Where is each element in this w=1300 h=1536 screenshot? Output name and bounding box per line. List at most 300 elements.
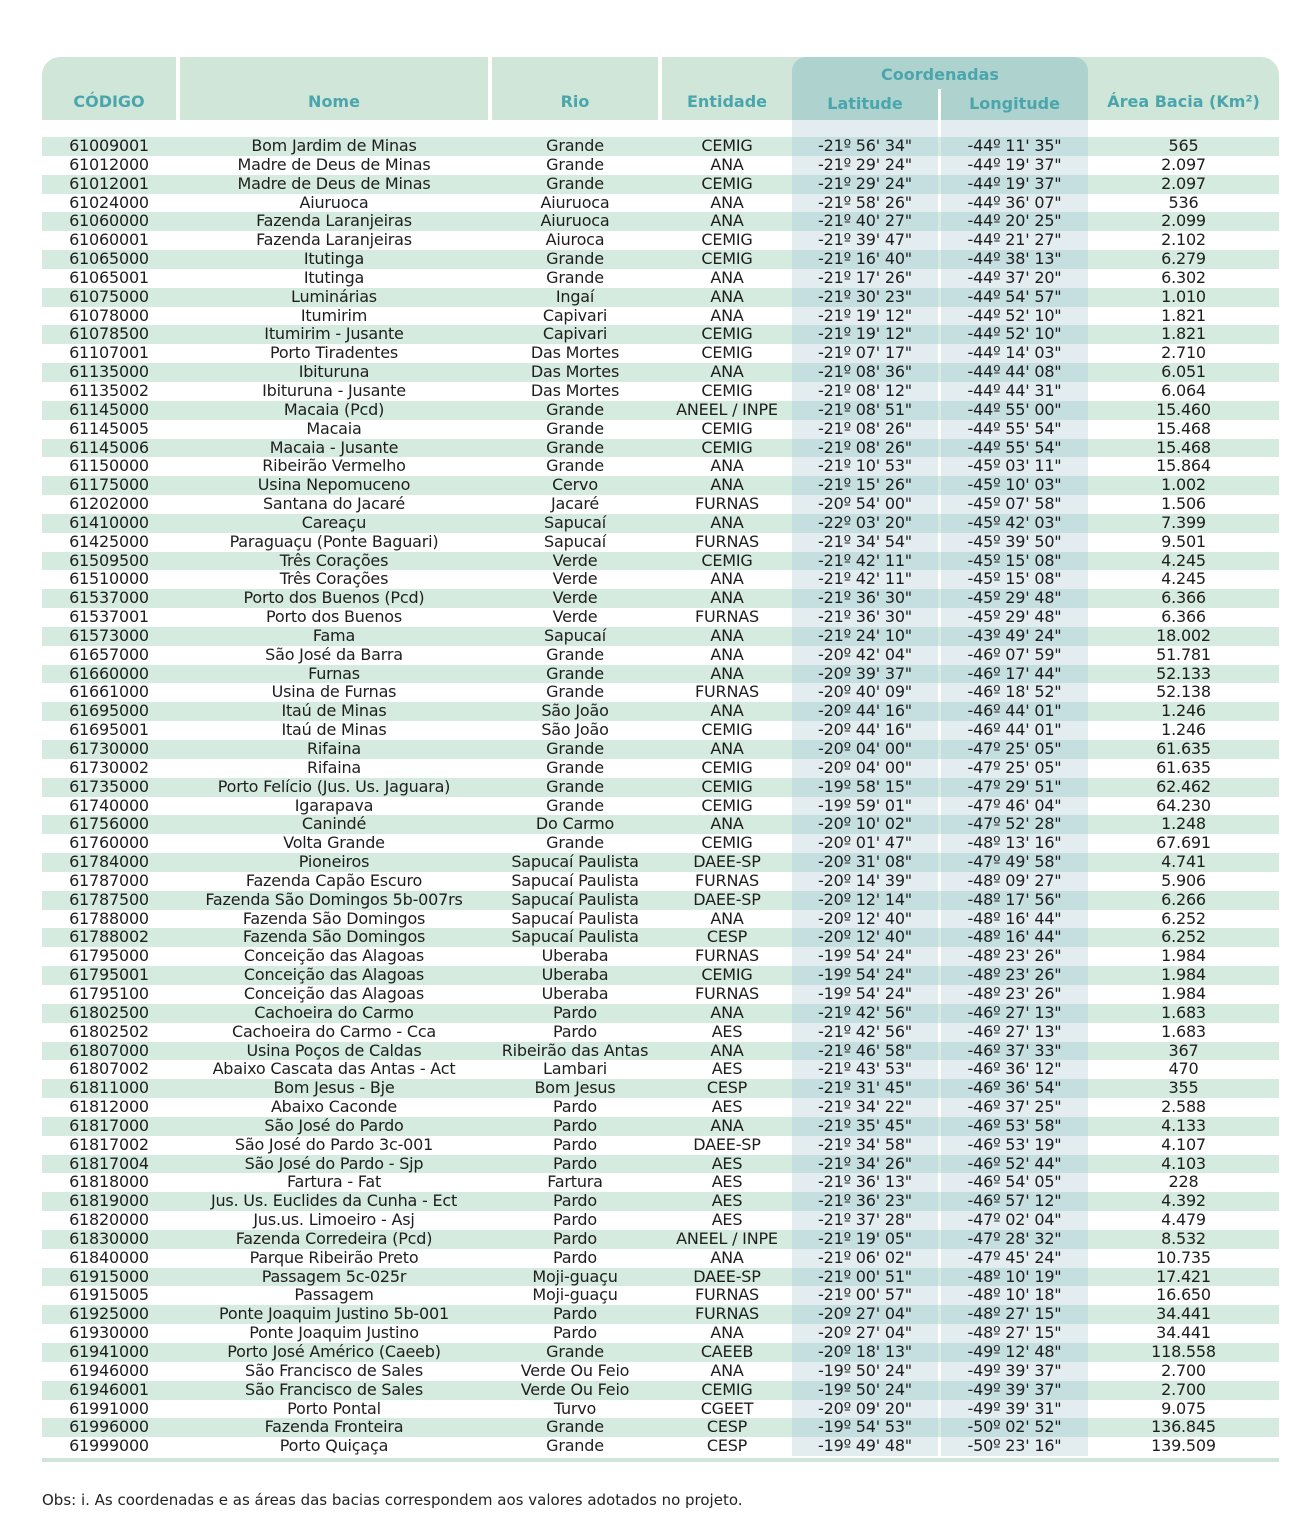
cell-latitude: -19º 54' 53" (818, 1418, 912, 1437)
table-row (42, 891, 1279, 910)
cell-longitude: -44º 21' 27" (967, 231, 1062, 250)
cell-longitude: -49º 39' 37" (967, 1380, 1062, 1399)
cell-latitude: -20º 14' 39" (818, 871, 912, 890)
cell-codigo: 61946001 (69, 1380, 149, 1399)
cell-codigo: 61802500 (69, 1003, 149, 1022)
cell-entidade: ANA (710, 476, 744, 495)
table-row (42, 269, 1279, 288)
cell-nome: Passagem 5c-025r (261, 1267, 407, 1286)
cell-codigo: 61537000 (69, 589, 149, 608)
cell-latitude: -20º 27' 04" (818, 1305, 912, 1324)
cell-longitude: -48º 16' 44" (967, 909, 1062, 928)
cell-nome: Abaixo Cascata das Antas - Act (212, 1060, 456, 1079)
cell-longitude: -48º 10' 18" (967, 1286, 1062, 1305)
table-row (42, 702, 1279, 721)
cell-entidade: ANA (710, 287, 744, 306)
cell-entidade: CEMIG (701, 777, 753, 796)
cell-longitude: -44º 52' 10" (967, 325, 1062, 344)
cell-latitude: -20º 27' 04" (818, 1324, 912, 1343)
cell-rio: Verde (552, 589, 598, 608)
cell-rio: Aiuruoca (540, 193, 610, 212)
cell-rio: Grande (546, 758, 604, 777)
cell-area: 15.864 (1156, 457, 1211, 476)
cell-latitude: -19º 54' 24" (818, 966, 912, 985)
cell-latitude: -21º 56' 34" (818, 137, 912, 155)
cell-area: 51.781 (1156, 645, 1211, 664)
cell-longitude: -48º 09' 27" (967, 871, 1062, 890)
cell-rio: Pardo (553, 1229, 597, 1248)
header-spacer (42, 120, 1279, 137)
cell-area: 17.421 (1156, 1267, 1211, 1286)
cell-longitude: -47º 28' 32" (967, 1229, 1062, 1248)
cell-entidade: ANA (710, 1041, 744, 1060)
table-row (42, 570, 1279, 589)
cell-nome: Luminárias (291, 287, 377, 306)
cell-entidade: ANA (710, 1003, 744, 1022)
cell-longitude: -47º 45' 24" (967, 1248, 1062, 1267)
cell-nome: Fama (312, 626, 356, 645)
cell-entidade: ANA (710, 193, 744, 212)
cell-longitude: -44º 19' 37" (967, 174, 1062, 193)
cell-nome: Ponte Joaquim Justino 5b-001 (219, 1305, 449, 1324)
cell-rio: Capivari (542, 306, 608, 325)
cell-latitude: -21º 08' 12" (818, 381, 912, 400)
cell-entidade: CAEEB (700, 1343, 754, 1361)
cell-longitude: -50º 23' 16" (967, 1437, 1062, 1456)
cell-entidade: CEMIG (701, 834, 753, 853)
cell-codigo: 61145005 (69, 419, 149, 438)
cell-nome: Parque Ribeirão Preto (249, 1248, 419, 1267)
cell-longitude: -48º 16' 44" (967, 928, 1062, 947)
cell-codigo: 61740000 (69, 796, 149, 815)
cell-codigo: 61145006 (69, 438, 149, 457)
cell-entidade: DAEE-SP (693, 1267, 761, 1286)
cell-longitude: -46º 57' 12" (967, 1192, 1062, 1211)
cell-codigo: 61660000 (69, 664, 149, 683)
cell-latitude: -21º 43' 53" (818, 1060, 912, 1079)
cell-longitude: -44º 44' 08" (967, 363, 1062, 382)
cell-rio: Pardo (553, 1324, 597, 1343)
cell-area: 1.506 (1161, 495, 1206, 514)
cell-latitude: -20º 10' 02" (818, 815, 912, 834)
cell-entidade: AES (711, 1060, 743, 1079)
cell-area: 52.133 (1156, 664, 1211, 683)
cell-nome: Careaçu (301, 513, 367, 532)
cell-rio: Ingaí (555, 287, 595, 306)
cell-longitude: -48º 13' 16" (967, 834, 1062, 853)
table-row (42, 721, 1279, 740)
cell-latitude: -21º 30' 23" (818, 287, 912, 306)
cell-area: 4.479 (1161, 1211, 1206, 1230)
cell-codigo: 61060001 (69, 231, 149, 250)
cell-longitude: -48º 27' 15" (967, 1324, 1062, 1343)
table-bottom-rule (42, 1458, 1279, 1462)
cell-entidade: AES (711, 1192, 743, 1211)
cell-longitude: -45º 07' 58" (967, 495, 1062, 514)
cell-area: 1.821 (1161, 306, 1206, 325)
cell-area: 118.558 (1151, 1343, 1216, 1361)
cell-nome: Ribeirão Vermelho (262, 457, 406, 476)
cell-entidade: AES (711, 1022, 743, 1041)
cell-rio: Aiuruoca (540, 212, 610, 231)
cell-entidade: AES (711, 1211, 743, 1230)
cell-rio: Pardo (553, 1211, 597, 1230)
cell-nome: Itaú de Minas (281, 721, 387, 740)
table-row (42, 1117, 1279, 1136)
cell-longitude: -44º 11' 35" (967, 137, 1062, 155)
cell-longitude: -47º 25' 05" (967, 758, 1062, 777)
cell-rio: São João (541, 721, 609, 740)
cell-longitude: -45º 29' 48" (967, 589, 1062, 608)
cell-rio: Grande (546, 777, 604, 796)
cell-area: 8.532 (1161, 1229, 1206, 1248)
table-row (42, 344, 1279, 363)
cell-rio: Jacaré (551, 495, 599, 514)
table-row (42, 231, 1279, 250)
cell-longitude: -46º 54' 05" (967, 1173, 1062, 1192)
cell-area: 16.650 (1156, 1286, 1211, 1305)
cell-longitude: -49º 12' 48" (967, 1343, 1062, 1361)
cell-area: 1.821 (1161, 325, 1206, 344)
cell-entidade: FURNAS (695, 1286, 759, 1305)
table-row (42, 1155, 1279, 1174)
cell-codigo: 61811000 (69, 1079, 149, 1098)
table-row (42, 1268, 1279, 1287)
cell-entidade: FURNAS (695, 683, 759, 702)
cell-area: 1.984 (1161, 984, 1206, 1003)
cell-latitude: -20º 12' 40" (818, 909, 912, 928)
cell-entidade: ANA (710, 664, 744, 683)
cell-area: 4.107 (1161, 1135, 1206, 1154)
table-row (42, 797, 1279, 816)
cell-entidade: ANA (710, 1324, 744, 1343)
table-row (42, 947, 1279, 966)
cell-latitude: -21º 24' 10" (818, 626, 912, 645)
cell-nome: São José do Pardo - Sjp (244, 1154, 424, 1173)
cell-codigo: 61946000 (69, 1361, 149, 1380)
cell-nome: Porto Pontal (287, 1399, 381, 1418)
cell-nome: Cachoeira do Carmo (254, 1003, 414, 1022)
cell-longitude: -48º 23' 26" (967, 966, 1062, 985)
table-row (42, 476, 1279, 495)
table-row (42, 740, 1279, 759)
cell-entidade: CESP (706, 928, 748, 947)
cell-codigo: 61078000 (69, 306, 149, 325)
cell-latitude: -20º 09' 20" (818, 1399, 912, 1418)
cell-area: 2.097 (1161, 155, 1206, 174)
cell-latitude: -20º 01' 47" (818, 834, 912, 853)
cell-entidade: ANA (710, 1248, 744, 1267)
table-row (42, 382, 1279, 401)
cell-latitude: -21º 34' 22" (818, 1098, 912, 1117)
cell-area: 2.097 (1161, 174, 1206, 193)
table-row (42, 1042, 1279, 1061)
cell-rio: Grande (546, 137, 604, 155)
cell-latitude: -21º 08' 36" (818, 363, 912, 382)
table-row (42, 212, 1279, 231)
cell-latitude: -20º 12' 14" (818, 890, 912, 909)
cell-nome: Itumirim - Jusante (264, 325, 404, 344)
cell-codigo: 61573000 (69, 626, 149, 645)
cell-nome: Usina de Furnas (271, 683, 397, 702)
cell-area: 470 (1168, 1060, 1199, 1079)
cell-area: 565 (1168, 137, 1199, 155)
cell-latitude: -19º 49' 48" (818, 1437, 912, 1456)
cell-latitude: -21º 36' 30" (818, 589, 912, 608)
cell-rio: Sapucaí (544, 513, 606, 532)
table-row (42, 872, 1279, 891)
cell-codigo: 61695001 (69, 721, 149, 740)
cell-entidade: ANA (710, 626, 744, 645)
cell-latitude: -22º 03' 20" (818, 513, 912, 532)
cell-rio: Grande (546, 664, 604, 683)
cell-codigo: 61657000 (69, 645, 149, 664)
table-row (42, 307, 1279, 326)
table-row (42, 1192, 1279, 1211)
table-row (42, 1362, 1279, 1381)
table-row (42, 985, 1279, 1004)
cell-latitude: -21º 15' 26" (818, 476, 912, 495)
cell-entidade: ANA (710, 306, 744, 325)
cell-longitude: -44º 20' 25" (967, 212, 1062, 231)
table-row (42, 1324, 1279, 1343)
cell-codigo: 61812000 (69, 1098, 149, 1117)
cell-longitude: -45º 10' 03" (967, 476, 1062, 495)
cell-nome: Abaixo Caconde (270, 1098, 398, 1117)
cell-nome: Três Corações (279, 551, 389, 570)
cell-latitude: -21º 36' 30" (818, 608, 912, 627)
cell-nome: Fazenda São Domingos (242, 928, 426, 947)
cell-codigo: 61075000 (69, 287, 149, 306)
cell-area: 4.103 (1161, 1154, 1206, 1173)
cell-rio: Grande (546, 834, 604, 853)
cell-area: 7.399 (1161, 513, 1206, 532)
cell-rio: Grande (546, 1343, 604, 1361)
cell-longitude: -47º 49' 58" (967, 853, 1062, 872)
cell-nome: Jus. Us. Euclides da Cunha - Ect (210, 1192, 458, 1211)
cell-entidade: CESP (706, 1437, 748, 1456)
cell-area: 4.245 (1161, 551, 1206, 570)
cell-rio: Grande (546, 400, 604, 419)
cell-area: 64.230 (1156, 796, 1211, 815)
cell-nome: São Francisco de Sales (245, 1380, 423, 1399)
cell-nome: Porto Felício (Jus. Us. Jaguara) (217, 777, 451, 796)
cell-longitude: -47º 02' 04" (967, 1211, 1062, 1230)
cell-codigo: 61820000 (69, 1211, 149, 1230)
cell-nome: Ibituruna - Jusante (262, 381, 406, 400)
cell-latitude: -20º 31' 08" (818, 853, 912, 872)
cell-rio: Grande (546, 683, 604, 702)
cell-codigo: 61730002 (69, 758, 149, 777)
cell-rio: Sapucaí (544, 626, 606, 645)
cell-rio: Uberaba (541, 947, 609, 966)
cell-nome: Fazenda Corredeira (Pcd) (235, 1229, 433, 1248)
cell-entidade: CEMIG (701, 438, 753, 457)
cell-rio: Grande (546, 740, 604, 758)
cell-entidade: CEMIG (701, 381, 753, 400)
cell-codigo: 61817002 (69, 1135, 149, 1154)
table-row (42, 778, 1279, 797)
cell-entidade: CEMIG (701, 174, 753, 193)
cell-longitude: -46º 27' 13" (967, 1003, 1062, 1022)
cell-entidade: ANA (710, 570, 744, 589)
cell-codigo: 61510000 (69, 570, 149, 589)
table-row (42, 853, 1279, 872)
cell-entidade: DAEE-SP (693, 1135, 761, 1154)
cell-area: 1.248 (1161, 815, 1206, 834)
cell-nome: Bom Jesus - Bje (273, 1079, 395, 1098)
cell-rio: Grande (546, 645, 604, 664)
cell-longitude: -44º 54' 57" (967, 287, 1062, 306)
cell-codigo: 61410000 (69, 513, 149, 532)
cell-longitude: -46º 07' 59" (967, 645, 1062, 664)
cell-rio: Das Mortes (530, 381, 620, 400)
cell-longitude: -46º 36' 54" (967, 1079, 1062, 1098)
cell-nome: Fazenda Laranjeiras (256, 231, 412, 250)
cell-longitude: -46º 52' 44" (967, 1154, 1062, 1173)
cell-rio: Sapucaí Paulista (511, 928, 639, 947)
table-row (42, 514, 1279, 533)
cell-latitude: -19º 58' 15" (818, 777, 912, 796)
cell-entidade: ANA (710, 268, 744, 287)
cell-area: 367 (1168, 1041, 1199, 1060)
cell-codigo: 61730000 (69, 740, 149, 758)
cell-rio: Bom Jesus (534, 1079, 616, 1098)
cell-latitude: -20º 12' 40" (818, 928, 912, 947)
cell-entidade: AES (711, 1098, 743, 1117)
header-nome: Nome (308, 92, 360, 111)
table-row (42, 1418, 1279, 1437)
cell-area: 6.366 (1161, 608, 1206, 627)
footnote: Obs: i. As coordenadas e as áreas das bacias correspondem aos valores adotados no projeto. (42, 1491, 743, 1509)
cell-latitude: -21º 00' 57" (818, 1286, 912, 1305)
cell-area: 6.302 (1161, 268, 1206, 287)
cell-latitude: -20º 54' 00" (818, 495, 912, 514)
cell-nome: Jus.us. Limoeiro - Asj (253, 1211, 415, 1230)
cell-longitude: -46º 53' 19" (967, 1135, 1062, 1154)
cell-codigo: 61991000 (69, 1399, 149, 1418)
cell-nome: Fazenda São Domingos (242, 909, 426, 928)
cell-rio: Grande (546, 268, 604, 287)
cell-nome: Macaia (306, 419, 362, 438)
cell-area: 61.635 (1156, 740, 1211, 758)
cell-nome: Fazenda São Domingos 5b-007rs (205, 890, 463, 909)
table-row (42, 495, 1279, 514)
cell-codigo: 61145000 (69, 400, 149, 419)
cell-latitude: -20º 04' 00" (818, 740, 912, 758)
cell-longitude: -46º 44' 01" (967, 702, 1062, 721)
cell-latitude: -21º 08' 51" (818, 400, 912, 419)
cell-entidade: CEMIG (701, 325, 753, 344)
cell-longitude: -46º 18' 52" (967, 683, 1062, 702)
cell-longitude: -46º 27' 13" (967, 1022, 1062, 1041)
cell-nome: Usina Nepomuceno (257, 476, 411, 495)
cell-entidade: DAEE-SP (693, 853, 761, 872)
cell-entidade: ANA (710, 1116, 744, 1135)
cell-longitude: -44º 55' 00" (967, 400, 1062, 419)
cell-codigo: 61695000 (69, 702, 149, 721)
table-row (42, 325, 1279, 344)
cell-longitude: -50º 02' 52" (967, 1418, 1062, 1437)
cell-codigo: 61735000 (69, 777, 149, 796)
cell-codigo: 61807002 (69, 1060, 149, 1079)
cell-entidade: ANA (710, 589, 744, 608)
cell-latitude: -21º 08' 26" (818, 438, 912, 457)
cell-rio: Sapucaí Paulista (511, 909, 639, 928)
cell-codigo: 61788002 (69, 928, 149, 947)
cell-rio: Pardo (553, 1154, 597, 1173)
cell-nome: Madre de Deus de Minas (237, 174, 431, 193)
table-row (42, 194, 1279, 213)
table-row (42, 1230, 1279, 1249)
cell-nome: São José da Barra (265, 645, 403, 664)
cell-latitude: -20º 40' 09" (818, 683, 912, 702)
cell-rio: Pardo (553, 1098, 597, 1117)
cell-rio: Verde (552, 551, 598, 570)
cell-codigo: 61802502 (69, 1022, 149, 1041)
table-row (42, 834, 1279, 853)
cell-codigo: 61819000 (69, 1192, 149, 1211)
cell-codigo: 61012001 (69, 174, 149, 193)
cell-longitude: -46º 17' 44" (967, 664, 1062, 683)
cell-rio: Grande (546, 155, 604, 174)
cell-area: 4.133 (1161, 1116, 1206, 1135)
cell-codigo: 61784000 (69, 853, 149, 872)
table-row (42, 759, 1279, 778)
cell-rio: Verde (552, 570, 598, 589)
cell-nome: Três Corações (279, 570, 389, 589)
cell-nome: Porto Tiradentes (269, 344, 399, 363)
cell-codigo: 61941000 (69, 1343, 149, 1361)
cell-latitude: -21º 29' 24" (818, 155, 912, 174)
cell-codigo: 61818000 (69, 1173, 149, 1192)
cell-longitude: -46º 53' 58" (967, 1116, 1062, 1135)
header-rio: Rio (560, 92, 590, 111)
cell-codigo: 61065001 (69, 268, 149, 287)
cell-area: 1.010 (1161, 287, 1206, 306)
cell-entidade: FURNAS (695, 608, 759, 627)
cell-latitude: -21º 34' 58" (818, 1135, 912, 1154)
table-row (42, 683, 1279, 702)
cell-nome: Cachoeira do Carmo - Cca (231, 1022, 437, 1041)
cell-rio: Fartura (547, 1173, 603, 1192)
cell-latitude: -21º 35' 45" (818, 1116, 912, 1135)
cell-nome: Fartura - Fat (286, 1173, 382, 1192)
cell-latitude: -21º 19' 05" (818, 1229, 912, 1248)
cell-area: 4.245 (1161, 570, 1206, 589)
cell-latitude: -21º 58' 26" (818, 193, 912, 212)
cell-entidade: ANA (710, 1361, 744, 1380)
cell-nome: Itaú de Minas (281, 702, 387, 721)
table-row (42, 1023, 1279, 1042)
cell-entidade: ANEEL / INPE (676, 1229, 778, 1248)
cell-latitude: -20º 39' 37" (818, 664, 912, 683)
cell-entidade: ANA (710, 815, 744, 834)
cell-rio: Ribeirão das Antas (501, 1041, 649, 1060)
cell-area: 61.635 (1156, 758, 1211, 777)
table-row (42, 1437, 1279, 1456)
cell-longitude: -43º 49' 24" (967, 626, 1062, 645)
cell-rio: Moji-guaçu (532, 1286, 618, 1305)
cell-entidade: DAEE-SP (693, 890, 761, 909)
cell-codigo: 61078500 (69, 325, 149, 344)
cell-longitude: -47º 25' 05" (967, 740, 1062, 758)
cell-rio: Uberaba (541, 966, 609, 985)
cell-area: 2.102 (1161, 231, 1206, 250)
table-row (42, 1343, 1279, 1362)
table-row (42, 1305, 1279, 1324)
cell-longitude: -44º 52' 10" (967, 306, 1062, 325)
